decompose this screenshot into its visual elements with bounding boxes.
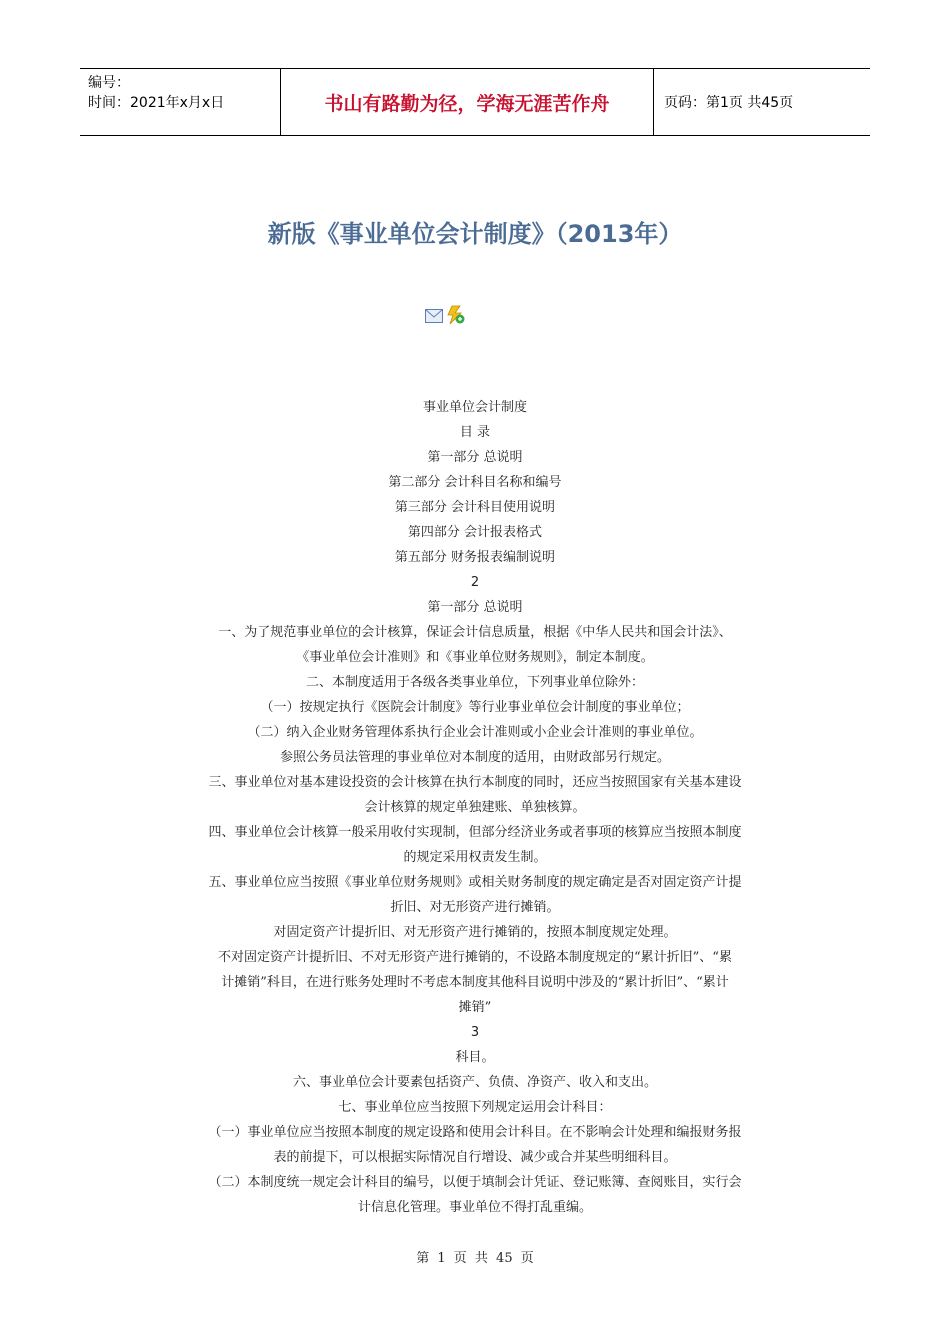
body-line: 折旧、对无形资产进行摊销。 (390, 900, 560, 915)
body-line: （二）纳入企业财务管理体系执行企业会计准则或小企业会计准则的事业单位。 (247, 725, 703, 740)
document-body (175, 395, 775, 1220)
body-line: （二）本制度统一规定会计科目的编号，以便于填制会计凭证、登记账簿、查阅账目，实行会 (208, 1175, 742, 1190)
serial-number: 编号： (88, 75, 130, 91)
body-line: 第四部分 会计报表格式 (407, 525, 543, 540)
time-label: 时间：2021年x月x日 (88, 95, 225, 111)
body-line: 计信息化管理。事业单位不得打乱重编。 (357, 1200, 592, 1215)
body-line: 表的前提下，可以根据实际情况自行增设、减少或合并某些明细科目。 (273, 1150, 677, 1165)
header-page-info: 页码：第1页 共45页 (664, 95, 794, 111)
lightning-icon[interactable] (444, 305, 466, 329)
body-line: 科目。 (455, 1050, 495, 1065)
body-line: 目 录 (459, 425, 491, 440)
body-line: 二、本制度适用于各级各类事业单位，下列事业单位除外： (305, 675, 644, 690)
body-line: 五、事业单位应当按照《事业单位财务规则》或相关财务制度的规定确定是否对固定资产计提 (208, 875, 742, 890)
body-line: 计摊销”科目，在进行账务处理时不考虑本制度其他科目说明中涉及的“累计折旧”、“累计 (221, 975, 729, 990)
body-line: 第一部分 总说明 (427, 600, 523, 615)
body-line: 《事业单位会计准则》和《事业单位财务规则》，制定本制度。 (296, 650, 654, 665)
body-line: （一）按规定执行《医院会计制度》等行业事业单位会计制度的事业单位； (260, 700, 690, 715)
body-line: 第三部分 会计科目使用说明 (394, 500, 556, 515)
mail-icon[interactable] (425, 308, 443, 327)
page-footer: 第 1 页 共 45 页 (416, 1251, 534, 1266)
body-line: 不对固定资产计提折旧、不对无形资产进行摊销的，不设路本制度规定的“累计折旧”、“累 (218, 950, 732, 965)
body-line: 事业单位会计制度 (422, 400, 527, 415)
header-motto: 书山有路勤为径，学海无涯苦作舟 (281, 69, 654, 135)
body-line: 第二部分 会计科目名称和编号 (388, 475, 562, 490)
body-line: 第一部分 总说明 (427, 450, 523, 465)
body-line: 六、事业单位会计要素包括资产、负债、净资产、收入和支出。 (292, 1075, 657, 1090)
header-meta-cell (80, 69, 281, 135)
page-number-marker: 3 (470, 1025, 480, 1040)
body-line: （一）事业单位应当按照本制度的规定设路和使用会计科目。在不影响会计处理和编报财务报 (208, 1125, 742, 1140)
body-line: 四、事业单位会计核算一般采用收付实现制，但部分经济业务或者事项的核算应当按照本制度 (208, 825, 742, 840)
body-line: 参照公务员法管理的事业单位对本制度的适用，由财政部另行规定。 (279, 750, 670, 765)
body-line: 七、事业单位应当按照下列规定运用会计科目： (338, 1100, 612, 1115)
body-line: 三、事业单位对基本建设投资的会计核算在执行本制度的同时，还应当按照国家有关基本建设 (208, 775, 742, 790)
body-line: 摊销” (458, 1000, 492, 1015)
body-line: 第五部分 财务报表编制说明 (394, 550, 556, 565)
body-line: 的规定采用权责发生制。 (403, 850, 547, 865)
icon-group (425, 306, 470, 328)
body-line: 一、为了规范事业单位的会计核算，保证会计信息质量，根据《中华人民共和国会计法》、 (218, 625, 732, 640)
document-title: 新版《事业单位会计制度》（2013年） (267, 220, 683, 248)
body-line: 对固定资产计提折旧、对无形资产进行摊销的，按照本制度规定处理。 (273, 925, 677, 940)
body-line: 会计核算的规定单独建账、单独核算。 (364, 800, 586, 815)
page-number-marker: 2 (470, 575, 480, 590)
header-table (80, 68, 870, 136)
